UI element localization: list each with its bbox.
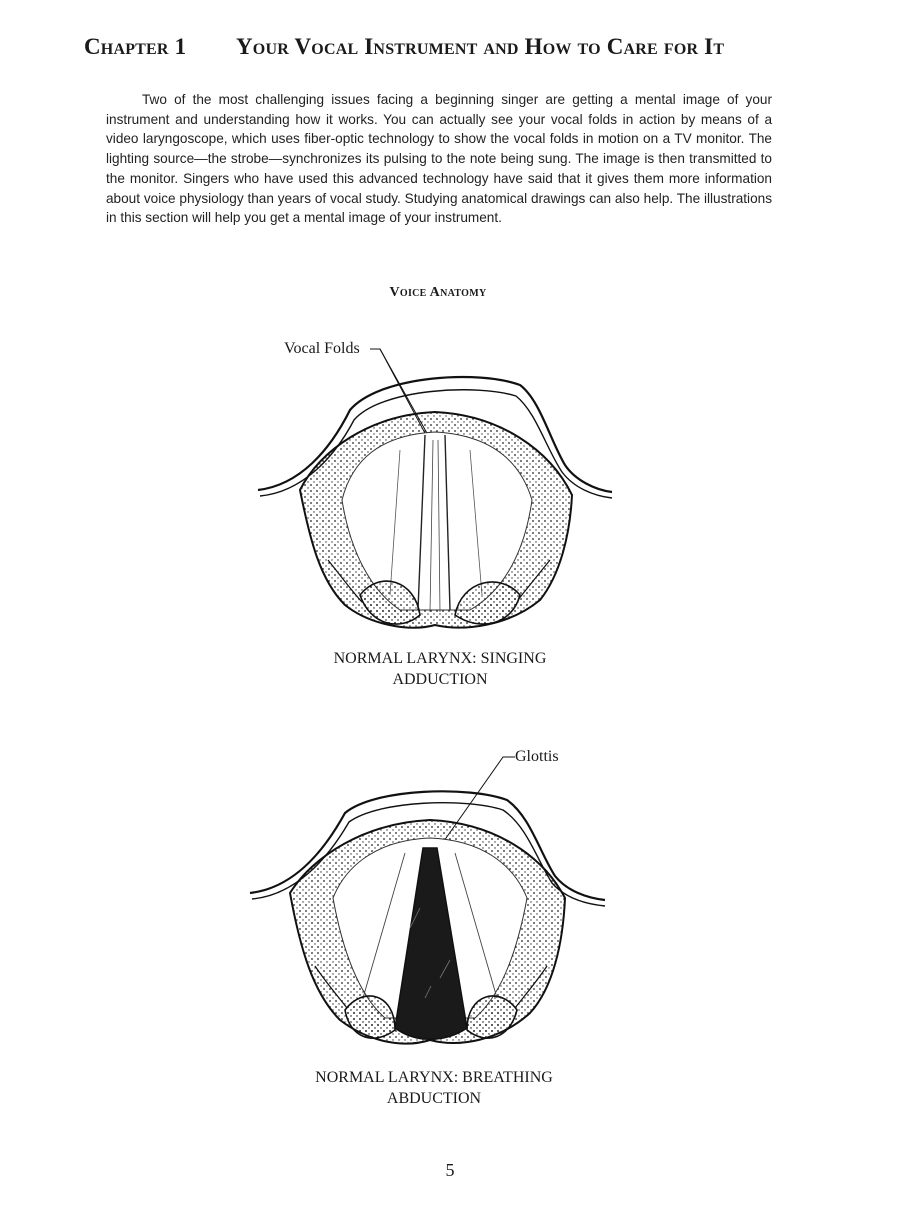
section-title: Voice Anatomy — [389, 285, 487, 300]
caption-line-1: NORMAL LARYNX: SINGING — [333, 650, 547, 667]
chapter-header — [84, 34, 784, 64]
chapter-title: Your Vocal Instrument and How to Care for It — [236, 34, 725, 59]
larynx-breathing-illustration — [245, 748, 615, 1058]
caption-line-2: ABDUCTION — [386, 1090, 482, 1107]
figure-caption-singing — [240, 648, 640, 690]
vocal-folds-label: Vocal Folds — [284, 340, 360, 357]
page-number: 5 — [445, 1160, 455, 1180]
larynx-singing-illustration — [250, 340, 620, 640]
chapter-label: Chapter 1 — [84, 34, 187, 59]
glottis-label: Glottis — [515, 748, 559, 765]
caption-line-2: ADDUCTION — [392, 671, 488, 688]
intro-paragraph: Two of the most challenging issues facing a beginning singer are getting a mental image of your instrument and understanding how it works. You can actually see your vocal folds in action by means of a video laryngoscope, which uses fiber-optic technology to show the vocal folds in motion on a TV monitor. The lighting source—the strobe—synchronizes its pulsing to the note being sung. The image is then transmitted to the monitor. Singers who have used this advanced technology have said that it gives them more information about voice physiology than years of vocal study. Studying anatomical drawings can also help. The illustrations in this section will help you get a mental image of your instrument. — [106, 92, 772, 226]
caption-line-1: NORMAL LARYNX: BREATHING — [315, 1069, 553, 1086]
figure-caption-breathing — [234, 1067, 634, 1109]
